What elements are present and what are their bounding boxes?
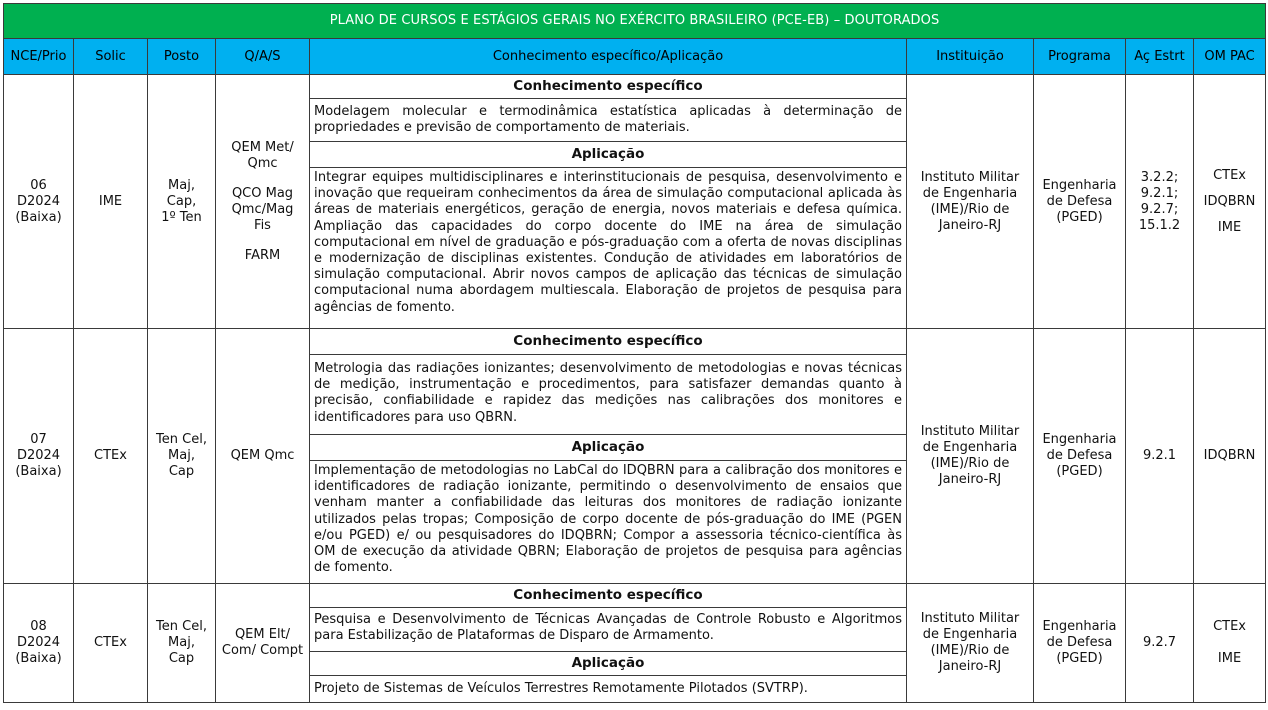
header-ac-estrt: Aç Estrt [1126, 39, 1194, 75]
table-title: PLANO DE CURSOS E ESTÁGIOS GERAIS NO EXÉRCITO BRASILEIRO (PCE-EB) – DOUTORADOS [4, 4, 1266, 39]
section-header-aplicacao: Aplicação [310, 435, 906, 461]
solic-cell: CTEx [74, 584, 148, 703]
qas-cell: QEM Qmc [216, 329, 310, 584]
posto-cell: Ten Cel, Maj, Cap [148, 584, 216, 703]
title-row [4, 4, 1266, 39]
om-pac-cell: IDQBRN [1194, 329, 1266, 584]
aplicacao-text: Integrar equipes multidisciplinares e interinstitucionais de pesquisa, desenvolvimento e inovação que requeiram conhecimentos da área de simulação computacional aplicada às áreas de materiais energéticos, geração de energia, novos materiais e defesa química. Ampliação das capacidades do corpo docente do IME na área de simulação computacional em nível de graduação e pós-graduação com a oferta de novas disciplinas e modernização de disciplinas existentes. Condução de atividades em laboratórios de simulação computacional. Abrir novos campos de aplicação das técnicas de simulação computacional numa abordagem multiescala. Elaboração de projetos de pesquisa para agências de fomento. [314, 170, 902, 315]
plan-table [3, 3, 1266, 703]
table-row [4, 329, 1266, 584]
header-programa: Programa [1034, 39, 1126, 75]
section-header-aplicacao: Aplicação [310, 142, 906, 168]
nce-cell: 08 D2024 (Baixa) [4, 584, 74, 703]
solic-cell: CTEx [74, 329, 148, 584]
om-pac-cell: CTEx IME [1194, 584, 1266, 703]
solic-cell: IME [74, 75, 148, 329]
header-qas: Q/A/S [216, 39, 310, 75]
table-row [4, 584, 1266, 703]
header-instituicao: Instituição [907, 39, 1034, 75]
programa-cell: Engenharia de Defesa (PGED) [1034, 329, 1126, 584]
ac-estrt-cell: 9.2.7 [1126, 584, 1194, 703]
qas-cell: QEM Met/ Qmc QCO Mag Qmc/Mag Fis FARM [216, 75, 310, 329]
posto-cell: Maj, Cap, 1º Ten [148, 75, 216, 329]
ac-estrt-cell: 9.2.1 [1126, 329, 1194, 584]
instituicao-cell: Instituto Militar de Engenharia (IME)/Rio de Janeiro-RJ [907, 329, 1034, 584]
programa-cell: Engenharia de Defesa (PGED) [1034, 584, 1126, 703]
nce-cell: 07 D2024 (Baixa) [4, 329, 74, 584]
header-conhecimento: Conhecimento específico/Aplicação [310, 39, 907, 75]
instituicao-cell: Instituto Militar de Engenharia (IME)/Rio de Janeiro-RJ [907, 75, 1034, 329]
instituicao-cell: Instituto Militar de Engenharia (IME)/Rio de Janeiro-RJ [907, 584, 1034, 703]
section-header-conhecimento: Conhecimento específico [310, 75, 906, 99]
header-om-pac: OM PAC [1194, 39, 1266, 75]
knowledge-cell [310, 329, 907, 584]
conhecimento-text: Pesquisa e Desenvolvimento de Técnicas Avançadas de Controle Robusto e Algoritmos para Estabilização de Plataformas de Disparo de Armamento. [310, 608, 906, 652]
section-header-conhecimento: Conhecimento específico [310, 584, 906, 608]
ac-estrt-cell: 3.2.2; 9.2.1; 9.2.7; 15.1.2 [1126, 75, 1194, 329]
posto-cell: Ten Cel, Maj, Cap [148, 329, 216, 584]
header-solic: Solic [74, 39, 148, 75]
qas-cell: QEM Elt/ Com/ Compt [216, 584, 310, 703]
programa-cell: Engenharia de Defesa (PGED) [1034, 75, 1126, 329]
conhecimento-text: Modelagem molecular e termodinâmica estatística aplicadas à determinação de propriedades e previsão de comportamento de materiais. [310, 99, 906, 142]
header-posto: Posto [148, 39, 216, 75]
nce-cell: 06 D2024 (Baixa) [4, 75, 74, 329]
section-header-conhecimento: Conhecimento específico [310, 329, 906, 355]
table-row [4, 75, 1266, 329]
aplicacao-text: Projeto de Sistemas de Veículos Terrestres Remotamente Pilotados (SVTRP). [314, 681, 808, 696]
conhecimento-text: Metrologia das radiações ionizantes; desenvolvimento de metodologias e novas técnicas de medição, instrumentação e procedimentos, para satisfazer demandas quanto à precisão, confiabilidade e rapidez das medições nas calibrações dos monitores e identificadores para uso QBRN. [310, 355, 906, 435]
knowledge-cell [310, 75, 907, 329]
section-header-aplicacao: Aplicação [310, 652, 906, 676]
header-nce: NCE/Prio [4, 39, 74, 75]
header-row [4, 39, 1266, 75]
om-pac-cell: CTEx IDQBRN IME [1194, 75, 1266, 329]
aplicacao-text: Implementação de metodologias no LabCal do IDQBRN para a calibração dos monitores e identificadores de radiação ionizante, permitindo o desenvolvimento de ensaios que venham manter a confiabilidade das leituras dos monitores de radiação ionizante utilizados pelas tropas; Composição de corpo docente de pós-graduação do IME (PGEN e/ou PGED) e/ ou pesquisadores do IDQBRN; Compor a assessoria técnico-científica às OM de execução da atividade QBRN; Elaboração de projetos de pesquisa para agências de fomento. [314, 463, 902, 576]
knowledge-cell [310, 584, 907, 703]
